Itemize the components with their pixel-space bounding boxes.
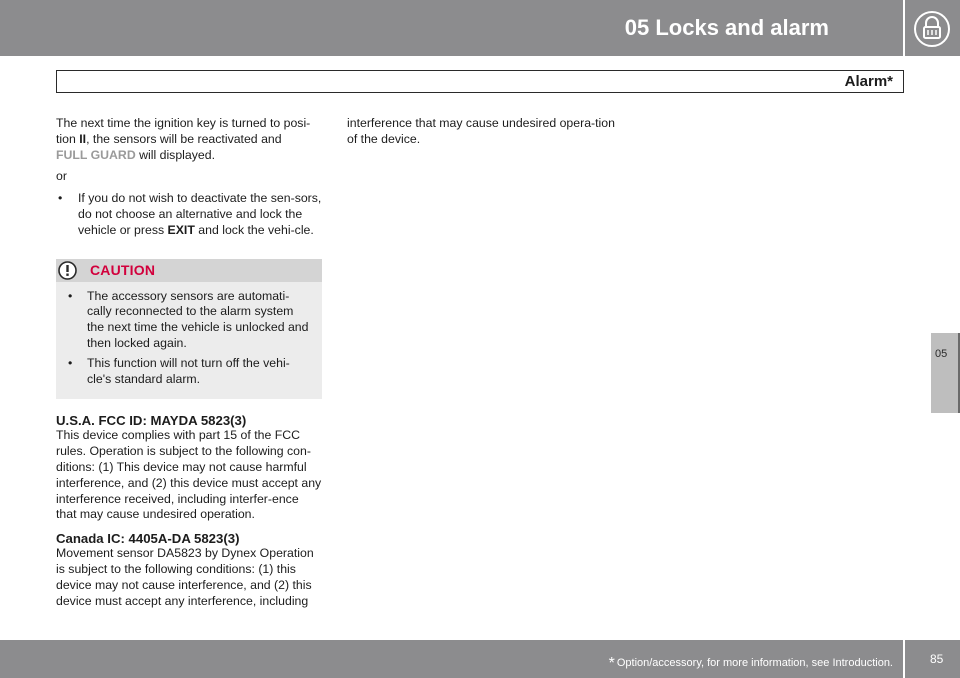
bullet-icon: • [58,191,63,206]
chapter-side-tab[interactable] [931,333,960,413]
padlock-icon [913,10,951,48]
fcc-paragraph: This device complies with part 15 of the FCC rules. Operation is subject to the following con-ditions: (1) This device may not cause harmful interference, and (2) this device must accept any interference received, including interfer-ence that may cause undesired operation. [56,428,322,522]
right-column [347,116,617,154]
footnote-text: Option/accessory, for more information, see Introduction. [616,657,893,669]
chapter-header-bar [0,0,903,56]
chapter-title: 05 Locks and alarm [624,15,829,40]
exclamation-icon [58,261,77,280]
full-guard-status: FULL GUARD [56,147,136,162]
section-title: Alarm* [844,73,893,90]
canada-heading: Canada IC: 4405A-DA 5823(3) [56,531,240,547]
caution-title: CAUTION [90,261,156,278]
page-number: 85 [930,652,944,666]
caution-body [56,282,322,388]
list-item: • If you do not wish to deactivate the sen-sors, do not choose an alternative and lock the vehicle or press EXIT and lock the vehi-cle. [58,191,322,237]
fcc-heading: U.S.A. FCC ID: MAYDA 5823(3) [56,413,247,429]
caution-box [56,259,322,400]
caution-header [56,259,322,282]
or-text: or [56,169,67,184]
section-header [56,70,904,93]
footnote-star: * [608,655,615,672]
list-item: • This function will not turn off the vehi-cle's standard alarm. [68,355,290,386]
chapter-tab-label: 05 [935,348,948,360]
continuation-paragraph: interference that may cause undesired opera-tion of the device. [347,116,615,146]
chapter-icon-box [905,0,960,56]
footnote [609,653,893,671]
list-item: • The accessory sensors are automati-cally reconnected to the alarm system the next time the vehicle is unlocked and then locked again. [68,288,309,350]
ignition-position: II [79,131,87,146]
exit-button-label: EXIT [167,222,195,237]
bullet-icon: • [68,288,73,303]
canada-paragraph: Movement sensor DA5823 by Dynex Operation is subject to the following conditions: (1) this device may not cause interference, and (2) this device must accept any interference, including [56,546,314,608]
left-column [56,116,322,615]
page-number-box [905,640,960,678]
bullet-icon: • [68,355,73,370]
reactivation-paragraph: The next time the ignition key is turned to posi-tion II, the sensors will be reactivated and FULL GUARD will displayed. [56,116,311,162]
footer-bar [0,640,903,678]
